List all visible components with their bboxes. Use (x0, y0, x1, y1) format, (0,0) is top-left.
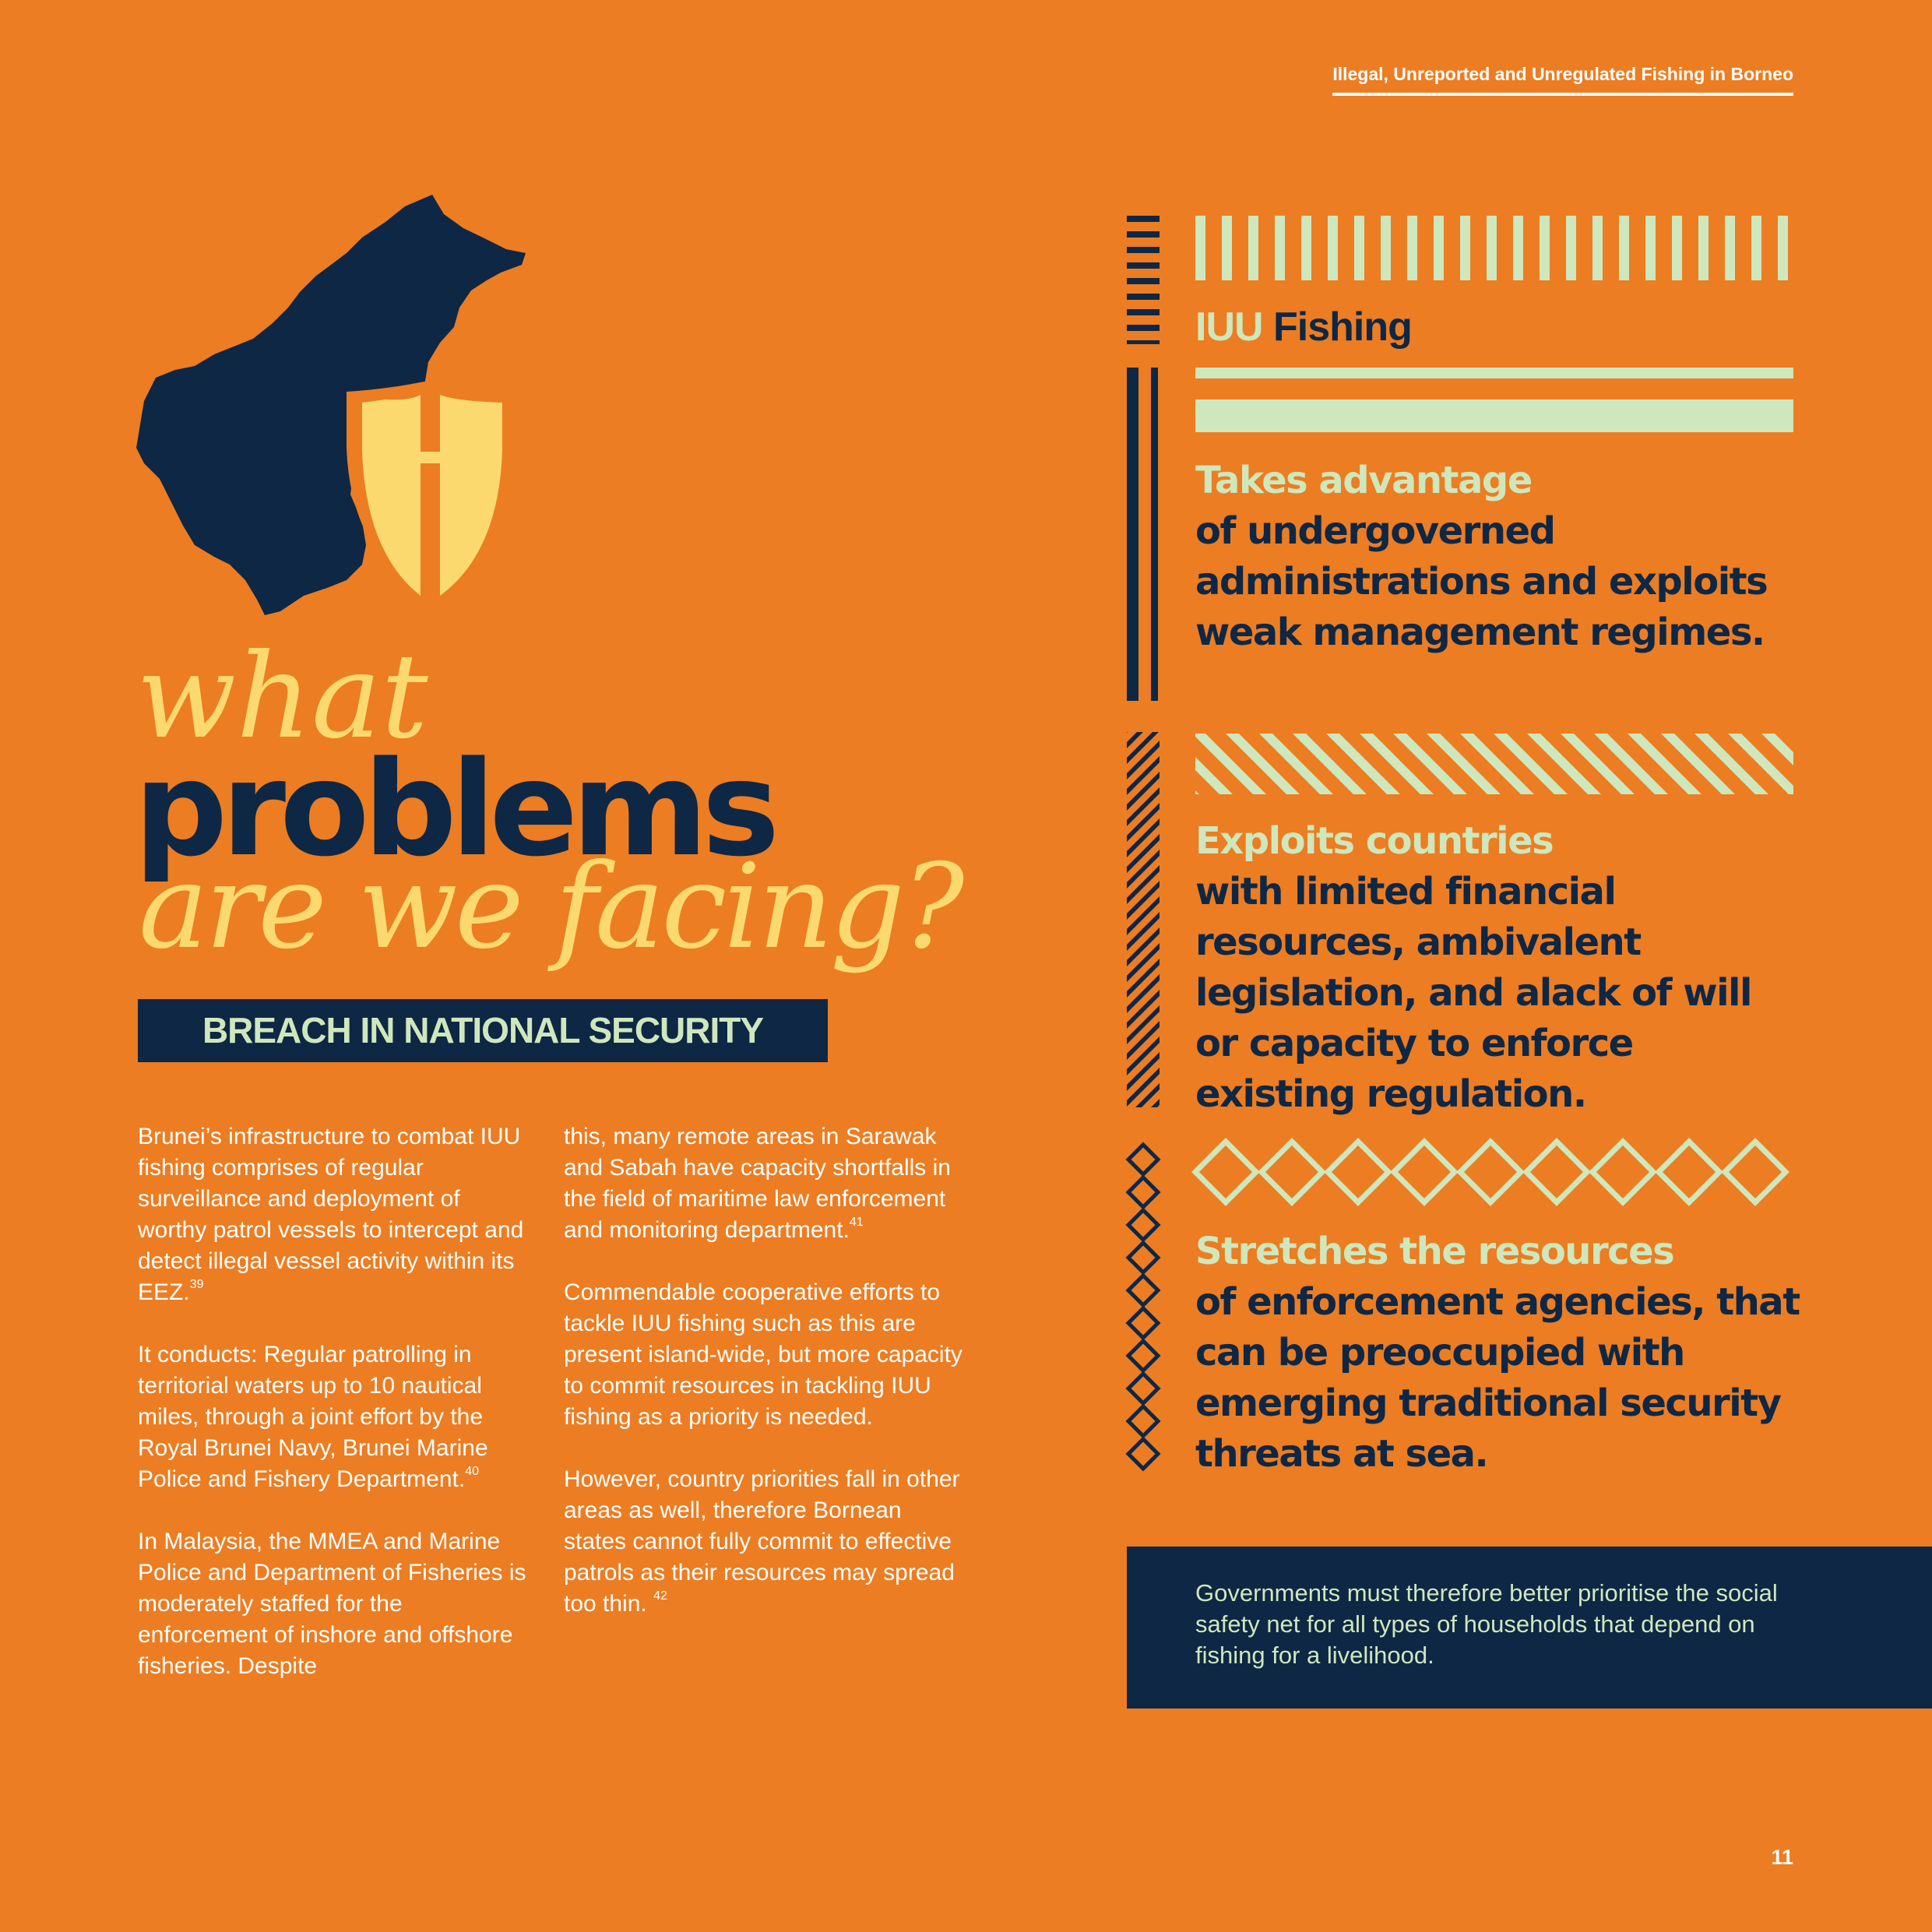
mint-bar-thin (1195, 368, 1793, 378)
body-paragraph: In Malaysia, the MMEA and Marine Police and Department of Fisheries is moderately staffed for the enforcement of inshore and offshore fisheries. Despite (138, 1529, 526, 1679)
running-header: Illegal, Unreported and Unregulated Fishing in Borneo (1332, 64, 1793, 96)
body-paragraph: However, country priorities fall in other areas as well, therefore Bornean states cannot fully commit to effective patrols as their resources may spread too thin. $^{42}$ (564, 1466, 960, 1617)
statement-1: Takes advantage of undergoverned administrations and exploits weak management regimes. (1195, 459, 1768, 654)
page-number: 11 (1771, 1846, 1793, 1869)
horizontal-stripe-band (1127, 216, 1160, 344)
callout-text: Governments must therefore better prioritise the social safety net for all types of households that depend on fishing for a livelihood. (1195, 1579, 1778, 1669)
body-column-right (564, 1121, 969, 1651)
borneo-map-with-shield-icon (128, 191, 580, 627)
body-column-left (138, 1121, 527, 1713)
footnote-ref: 42 (653, 1589, 667, 1603)
statement-2: Exploits countries with limited financial resources, ambivalent legislation, and alack of will or capacity to enforce existing regulation. (1195, 819, 1751, 1116)
callout-box (1127, 1547, 1932, 1709)
body-paragraph: Brunei’s infrastructure to combat IUU fishing comprises of regular surveillance and deployment of worthy patrol vessels to intercept and detect illegal vessel activity within its EEZ.$^{39}$ (138, 1124, 524, 1305)
diamond-chain-vertical (1128, 1145, 1158, 1469)
navy-vertical-bar-thin (1151, 368, 1158, 701)
headline-are-we-facing: are we facing? (139, 839, 962, 975)
body-paragraph: this, many remote areas in Sarawak and Sabah have capacity shortfalls in the field of maritime law enforcement and monitoring department.$^{41}$ (564, 1124, 951, 1243)
body-paragraph: Commendable cooperative efforts to tackle IUU fishing such as this are present island-wide, but more capacity to commit resources in tackling IUU fishing as a priority is needed. (564, 1279, 962, 1430)
mint-bar-thick (1195, 399, 1793, 432)
headline-what: what (136, 629, 428, 765)
navy-vertical-bar (1127, 368, 1138, 701)
diamond-chain-horizontal (1195, 1142, 1786, 1202)
footnote-ref: 39 (189, 1278, 204, 1291)
body-paragraph: It conducts: Regular patrolling in territorial waters up to 10 nautical miles, through a joint effort by the Royal Brunei Navy, Brunei Marine Police and Fishery Department.$^{40}$ (138, 1342, 488, 1492)
sidebar-title: IUU Fishing (1195, 304, 1412, 350)
diagonal-stripe-band (1195, 734, 1793, 794)
statement-3: Stretches the resources of enforcement agencies, that can be preoccupied with emerging traditional security threats at sea. (1195, 1230, 1800, 1476)
section-badge: BREACH IN NATIONAL SECURITY (138, 999, 828, 1062)
footnote-ref: 40 (465, 1465, 479, 1478)
footnote-ref: 41 (849, 1216, 864, 1229)
headline-problems: problems (134, 733, 774, 885)
vertical-stripe-band (1195, 216, 1793, 280)
diagonal-stripe-column (1127, 732, 1160, 1107)
